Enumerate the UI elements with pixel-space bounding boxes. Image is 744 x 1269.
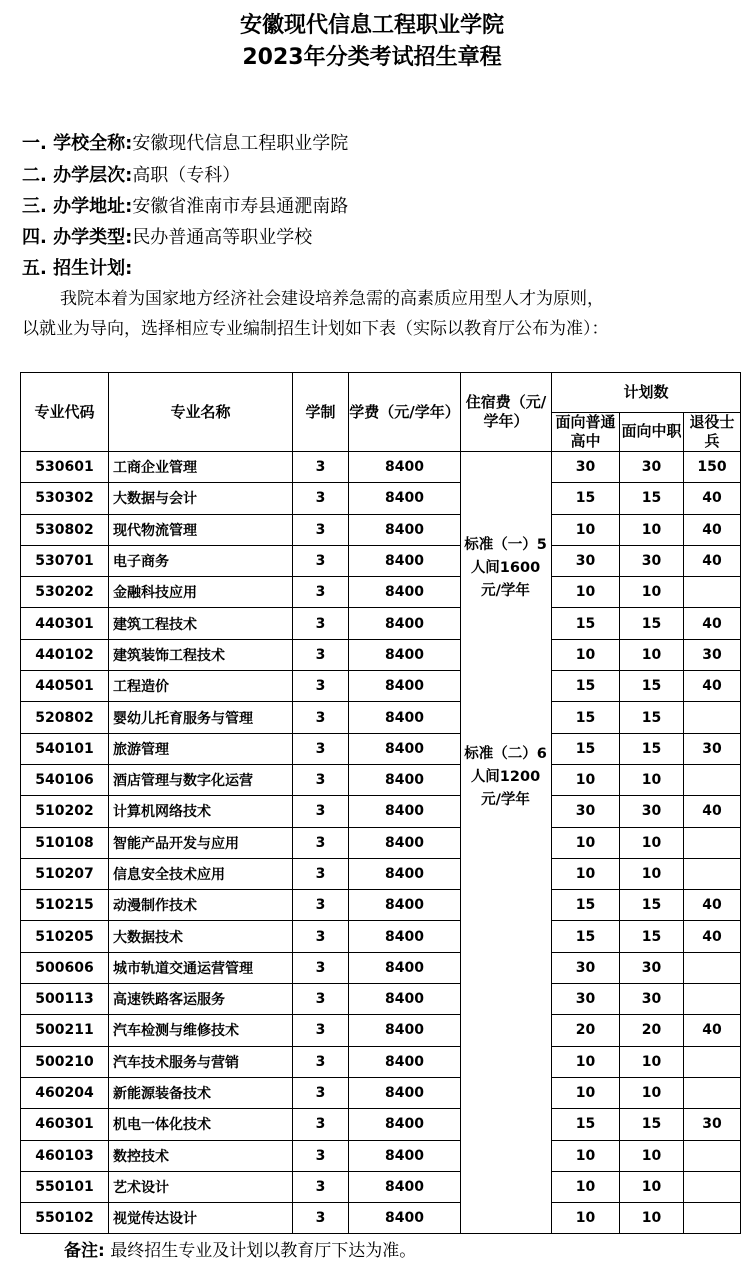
cell-code: 500606: [21, 952, 109, 983]
cell-code: 530302: [21, 483, 109, 514]
table-row: [21, 1015, 741, 1046]
table-row: [21, 921, 741, 952]
table-row: [21, 608, 741, 639]
cell-code: 510108: [21, 827, 109, 858]
cell-name: 婴幼儿托育服务与管理: [109, 702, 293, 733]
intro-paragraph: [22, 284, 732, 344]
cell-plan-veterans: [684, 1140, 741, 1171]
cell-code: 500113: [21, 984, 109, 1015]
cell-tuition: 8400: [349, 827, 461, 858]
cell-name: 动漫制作技术: [109, 890, 293, 921]
cell-plan-vocational: 10: [620, 1046, 684, 1077]
cell-years: 3: [293, 984, 349, 1015]
cell-years: 3: [293, 827, 349, 858]
info-level: [22, 164, 240, 188]
cell-plan-vocational: 15: [620, 483, 684, 514]
cell-tuition: 8400: [349, 858, 461, 889]
header-plan-general: 面向普通高中: [552, 412, 620, 452]
enrollment-plan-table: [20, 372, 741, 1234]
cell-name: 建筑工程技术: [109, 608, 293, 639]
cell-name: 大数据技术: [109, 921, 293, 952]
cell-tuition: 8400: [349, 1140, 461, 1171]
cell-plan-vocational: 10: [620, 577, 684, 608]
table-row: [21, 452, 741, 483]
cell-code: 530701: [21, 545, 109, 576]
cell-tuition: 8400: [349, 452, 461, 483]
table-row: [21, 702, 741, 733]
footnote-label: 备注:: [64, 1241, 105, 1261]
cell-plan-veterans: 40: [684, 796, 741, 827]
cell-plan-vocational: 15: [620, 733, 684, 764]
table-row: [21, 796, 741, 827]
table-row: [21, 639, 741, 670]
cell-code: 520802: [21, 702, 109, 733]
cell-plan-veterans: 40: [684, 483, 741, 514]
table-row: [21, 1171, 741, 1202]
cell-tuition: 8400: [349, 1015, 461, 1046]
info-label: 五. 招生计划:: [22, 258, 133, 279]
cell-name: 计算机网络技术: [109, 796, 293, 827]
cell-years: 3: [293, 1109, 349, 1140]
cell-plan-veterans: 30: [684, 639, 741, 670]
cell-tuition: 8400: [349, 545, 461, 576]
cell-code: 460204: [21, 1077, 109, 1108]
cell-plan-general: 15: [552, 890, 620, 921]
cell-code: 510205: [21, 921, 109, 952]
cell-plan-general: 10: [552, 1077, 620, 1108]
table-row: [21, 1203, 741, 1234]
header-code: 专业代码: [21, 373, 109, 452]
table-body: [21, 452, 741, 1234]
cell-plan-veterans: [684, 1171, 741, 1202]
cell-years: 3: [293, 1203, 349, 1234]
cell-name: 金融科技应用: [109, 577, 293, 608]
cell-years: 3: [293, 952, 349, 983]
table-row: [21, 514, 741, 545]
cell-plan-vocational: 30: [620, 984, 684, 1015]
table-row: [21, 858, 741, 889]
cell-years: 3: [293, 921, 349, 952]
cell-plan-vocational: 10: [620, 514, 684, 545]
cell-plan-general: 20: [552, 1015, 620, 1046]
info-type: [22, 226, 312, 250]
cell-plan-veterans: [684, 827, 741, 858]
document-title: 安徽现代信息工程职业学院: [239, 13, 504, 38]
cell-plan-vocational: 30: [620, 796, 684, 827]
cell-plan-general: 10: [552, 1203, 620, 1234]
cell-tuition: 8400: [349, 921, 461, 952]
info-school-name: [22, 132, 348, 156]
cell-tuition: 8400: [349, 984, 461, 1015]
cell-plan-veterans: [684, 764, 741, 795]
table-row: [21, 890, 741, 921]
header-plan: 计划数: [552, 373, 741, 413]
header-plan-vocational: 面向中职: [620, 412, 684, 452]
cell-plan-veterans: 40: [684, 890, 741, 921]
cell-years: 3: [293, 858, 349, 889]
cell-name: 建筑装饰工程技术: [109, 639, 293, 670]
cell-plan-veterans: [684, 858, 741, 889]
table-row: [21, 984, 741, 1015]
cell-plan-veterans: 40: [684, 921, 741, 952]
table-row: [21, 577, 741, 608]
cell-tuition: 8400: [349, 608, 461, 639]
cell-plan-vocational: 10: [620, 1140, 684, 1171]
cell-plan-general: 10: [552, 514, 620, 545]
info-value: 安徽省淮南市寿县通淝南路: [132, 196, 349, 217]
dorm-standard-2: 标准（二）6人间1200元/学年: [464, 746, 547, 808]
cell-dorm-fees: [461, 452, 552, 1234]
cell-plan-general: 10: [552, 639, 620, 670]
cell-years: 3: [293, 1171, 349, 1202]
cell-plan-general: 30: [552, 952, 620, 983]
cell-tuition: 8400: [349, 1203, 461, 1234]
cell-plan-veterans: [684, 1046, 741, 1077]
cell-plan-veterans: 40: [684, 608, 741, 639]
cell-plan-vocational: 30: [620, 545, 684, 576]
cell-plan-veterans: 40: [684, 1015, 741, 1046]
cell-plan-veterans: 30: [684, 733, 741, 764]
cell-plan-general: 15: [552, 702, 620, 733]
cell-tuition: 8400: [349, 577, 461, 608]
cell-name: 现代物流管理: [109, 514, 293, 545]
cell-plan-general: 10: [552, 764, 620, 795]
intro-line-2: 以就业为导向，选择相应专业编制招生计划如下表（实际以教育厅公布为准）：: [22, 319, 609, 339]
cell-plan-veterans: [684, 1077, 741, 1108]
cell-tuition: 8400: [349, 1171, 461, 1202]
cell-tuition: 8400: [349, 671, 461, 702]
cell-plan-vocational: 20: [620, 1015, 684, 1046]
cell-plan-general: 15: [552, 921, 620, 952]
cell-tuition: 8400: [349, 796, 461, 827]
table-row: [21, 671, 741, 702]
cell-years: 3: [293, 671, 349, 702]
table-row: [21, 733, 741, 764]
cell-code: 510202: [21, 796, 109, 827]
cell-plan-veterans: [684, 1203, 741, 1234]
info-value: 安徽现代信息工程职业学院: [132, 133, 349, 154]
cell-plan-general: 30: [552, 796, 620, 827]
cell-plan-vocational: 10: [620, 639, 684, 670]
cell-name: 酒店管理与数字化运营: [109, 764, 293, 795]
cell-years: 3: [293, 702, 349, 733]
cell-name: 新能源装备技术: [109, 1077, 293, 1108]
cell-plan-vocational: 15: [620, 921, 684, 952]
document-subtitle: 2023年分类考试招生章程: [242, 45, 502, 70]
header-years: 学制: [293, 373, 349, 452]
cell-plan-vocational: 15: [620, 1109, 684, 1140]
info-value: 高职（专科）: [132, 165, 241, 186]
header-name: 专业名称: [109, 373, 293, 452]
cell-years: 3: [293, 1140, 349, 1171]
cell-code: 540106: [21, 764, 109, 795]
cell-code: 440301: [21, 608, 109, 639]
cell-tuition: 8400: [349, 952, 461, 983]
cell-name: 智能产品开发与应用: [109, 827, 293, 858]
cell-plan-general: 15: [552, 1109, 620, 1140]
cell-plan-veterans: 40: [684, 514, 741, 545]
cell-code: 500211: [21, 1015, 109, 1046]
cell-plan-veterans: [684, 577, 741, 608]
cell-years: 3: [293, 483, 349, 514]
cell-code: 530802: [21, 514, 109, 545]
table-row: [21, 827, 741, 858]
cell-name: 汽车检测与维修技术: [109, 1015, 293, 1046]
table-row: [21, 1140, 741, 1171]
cell-tuition: 8400: [349, 702, 461, 733]
info-label: 三. 办学地址:: [22, 196, 133, 217]
cell-name: 电子商务: [109, 545, 293, 576]
cell-code: 530601: [21, 452, 109, 483]
cell-years: 3: [293, 796, 349, 827]
cell-plan-general: 10: [552, 1046, 620, 1077]
cell-plan-vocational: 10: [620, 827, 684, 858]
cell-name: 信息安全技术应用: [109, 858, 293, 889]
cell-plan-general: 10: [552, 1140, 620, 1171]
cell-plan-general: 30: [552, 984, 620, 1015]
table-row: [21, 764, 741, 795]
cell-name: 机电一体化技术: [109, 1109, 293, 1140]
dorm-standard-1: 标准（一）5人间1600元/学年: [464, 537, 547, 599]
header-dorm: 住宿费（元/学年）: [461, 373, 552, 452]
cell-code: 530202: [21, 577, 109, 608]
cell-plan-vocational: 15: [620, 890, 684, 921]
cell-plan-general: 15: [552, 483, 620, 514]
cell-plan-general: 15: [552, 671, 620, 702]
cell-plan-veterans: [684, 984, 741, 1015]
footnote: [64, 1236, 416, 1261]
cell-plan-veterans: 40: [684, 671, 741, 702]
cell-plan-vocational: 30: [620, 452, 684, 483]
cell-name: 城市轨道交通运营管理: [109, 952, 293, 983]
cell-plan-vocational: 10: [620, 858, 684, 889]
cell-tuition: 8400: [349, 1077, 461, 1108]
cell-plan-general: 30: [552, 545, 620, 576]
cell-tuition: 8400: [349, 890, 461, 921]
cell-plan-vocational: 15: [620, 608, 684, 639]
cell-plan-general: 15: [552, 608, 620, 639]
info-address: [22, 195, 348, 219]
cell-plan-veterans: 30: [684, 1109, 741, 1140]
cell-code: 550101: [21, 1171, 109, 1202]
cell-code: 510207: [21, 858, 109, 889]
cell-code: 440501: [21, 671, 109, 702]
cell-plan-vocational: 15: [620, 671, 684, 702]
cell-years: 3: [293, 514, 349, 545]
intro-line-1: 我院本着为国家地方经济社会建设培养急需的高素质应用型人才为原则，: [60, 289, 604, 309]
cell-plan-veterans: 150: [684, 452, 741, 483]
cell-years: 3: [293, 1046, 349, 1077]
cell-name: 工程造价: [109, 671, 293, 702]
cell-tuition: 8400: [349, 483, 461, 514]
cell-years: 3: [293, 764, 349, 795]
info-plan: [22, 257, 132, 281]
cell-plan-vocational: 10: [620, 764, 684, 795]
cell-tuition: 8400: [349, 639, 461, 670]
cell-plan-veterans: 40: [684, 545, 741, 576]
cell-tuition: 8400: [349, 514, 461, 545]
cell-tuition: 8400: [349, 1046, 461, 1077]
footnote-text: 最终招生专业及计划以教育厅下达为准。: [110, 1241, 417, 1261]
cell-code: 440102: [21, 639, 109, 670]
cell-code: 550102: [21, 1203, 109, 1234]
cell-code: 540101: [21, 733, 109, 764]
cell-code: 460103: [21, 1140, 109, 1171]
cell-plan-vocational: 10: [620, 1203, 684, 1234]
cell-code: 500210: [21, 1046, 109, 1077]
cell-code: 510215: [21, 890, 109, 921]
cell-years: 3: [293, 1015, 349, 1046]
cell-years: 3: [293, 545, 349, 576]
cell-name: 工商企业管理: [109, 452, 293, 483]
cell-plan-general: 30: [552, 452, 620, 483]
cell-years: 3: [293, 1077, 349, 1108]
cell-plan-general: 10: [552, 577, 620, 608]
cell-years: 3: [293, 890, 349, 921]
info-label: 四. 办学类型:: [22, 227, 133, 248]
table-row: [21, 1046, 741, 1077]
cell-plan-vocational: 10: [620, 1077, 684, 1108]
cell-plan-general: 15: [552, 733, 620, 764]
cell-tuition: 8400: [349, 1109, 461, 1140]
table-row: [21, 483, 741, 514]
table-row: [21, 1077, 741, 1108]
table-row: [21, 952, 741, 983]
cell-years: 3: [293, 608, 349, 639]
cell-plan-general: 10: [552, 858, 620, 889]
info-value: 民办普通高等职业学校: [132, 227, 313, 248]
cell-name: 高速铁路客运服务: [109, 984, 293, 1015]
cell-plan-vocational: 30: [620, 952, 684, 983]
cell-years: 3: [293, 577, 349, 608]
cell-name: 大数据与会计: [109, 483, 293, 514]
cell-plan-veterans: [684, 702, 741, 733]
cell-tuition: 8400: [349, 733, 461, 764]
cell-plan-general: 10: [552, 1171, 620, 1202]
cell-years: 3: [293, 733, 349, 764]
cell-plan-general: 10: [552, 827, 620, 858]
cell-years: 3: [293, 639, 349, 670]
table-row: [21, 545, 741, 576]
cell-years: 3: [293, 452, 349, 483]
header-plan-veterans: 退役士兵: [684, 412, 741, 452]
cell-name: 艺术设计: [109, 1171, 293, 1202]
cell-code: 460301: [21, 1109, 109, 1140]
table-row: [21, 1109, 741, 1140]
cell-plan-vocational: 15: [620, 702, 684, 733]
cell-name: 旅游管理: [109, 733, 293, 764]
cell-plan-veterans: [684, 952, 741, 983]
info-label: 一. 学校全称:: [22, 133, 133, 154]
cell-tuition: 8400: [349, 764, 461, 795]
cell-name: 汽车技术服务与营销: [109, 1046, 293, 1077]
cell-name: 数控技术: [109, 1140, 293, 1171]
info-label: 二. 办学层次:: [22, 165, 133, 186]
cell-plan-vocational: 10: [620, 1171, 684, 1202]
cell-name: 视觉传达设计: [109, 1203, 293, 1234]
header-tuition: 学费（元/学年）: [349, 373, 461, 452]
